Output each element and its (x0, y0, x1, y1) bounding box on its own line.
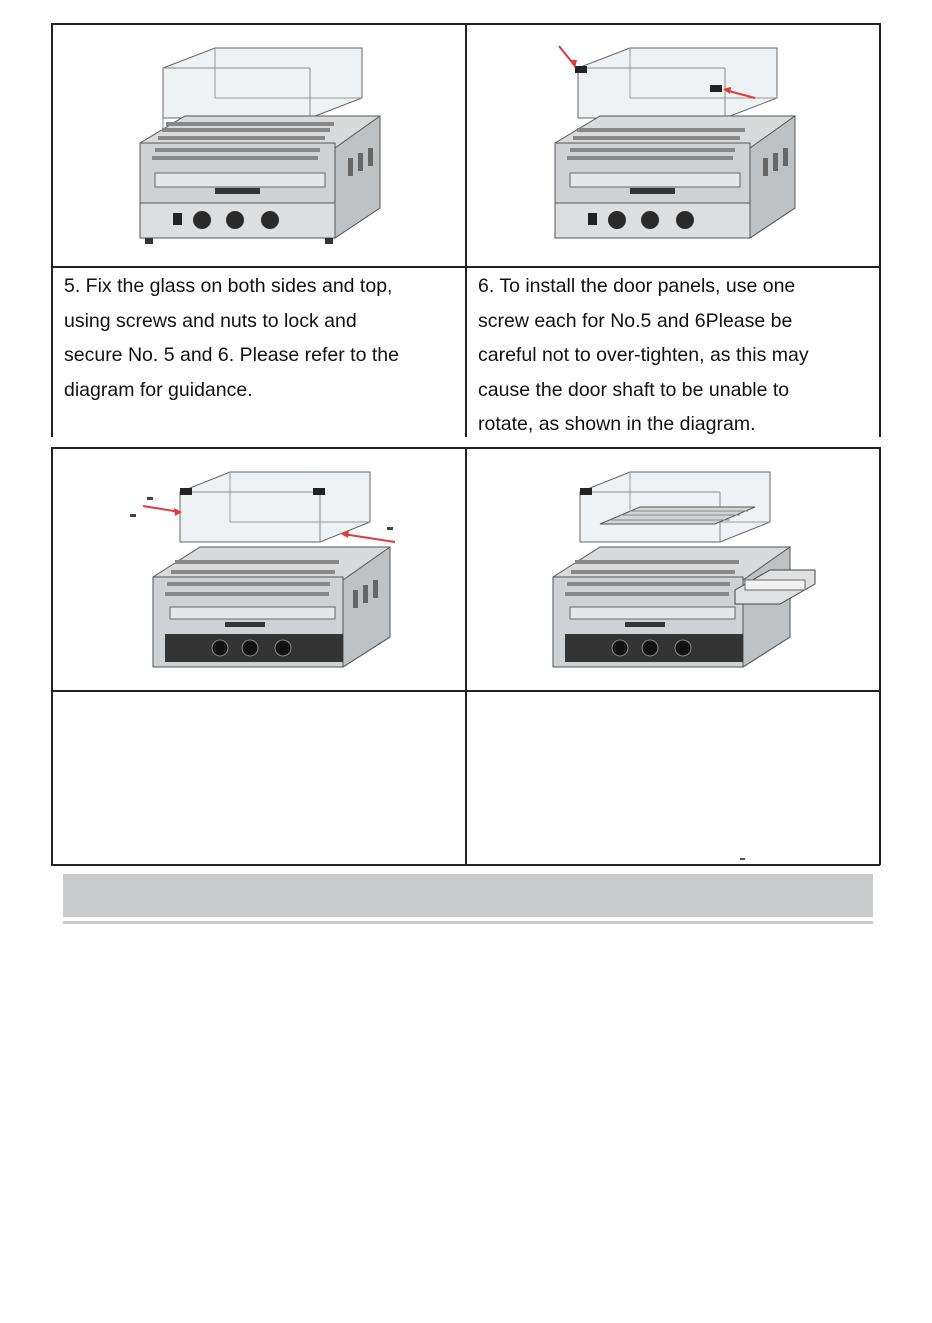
table-row-divider-3 (51, 690, 880, 692)
table-left-border-top (51, 23, 53, 437)
grill-side-screws-figure (125, 462, 415, 684)
table-left-border-bottom (51, 447, 53, 865)
table-right-border-bottom (879, 447, 881, 865)
step-5-text: 5. Fix the glass on both sides and top, using screws and nuts to lock and secure No. 5 and 6. Please refer to the diagram for guidance. (64, 275, 399, 401)
stray-mark (740, 858, 745, 860)
grill-shelf-tray-figure (545, 462, 835, 684)
roller-grill-glass-hood-figure (130, 38, 390, 260)
table-bottom-border (51, 864, 880, 866)
table-right-border-top (879, 23, 881, 437)
grill-hood-corner-arrows-figure (545, 38, 805, 260)
section-header-bar (63, 874, 873, 917)
table-row-divider-1 (51, 266, 880, 268)
section-header-rule (63, 921, 873, 924)
table-mid-divider-bottom (465, 447, 467, 865)
step-6-text: 6. To install the door panels, use one screw each for No.5 and 6Please be careful not to over-tighten, as this may cause the door shaft to be unable to rotate, as shown in the diagram. (478, 275, 809, 435)
table-mid-divider-top (465, 23, 467, 437)
